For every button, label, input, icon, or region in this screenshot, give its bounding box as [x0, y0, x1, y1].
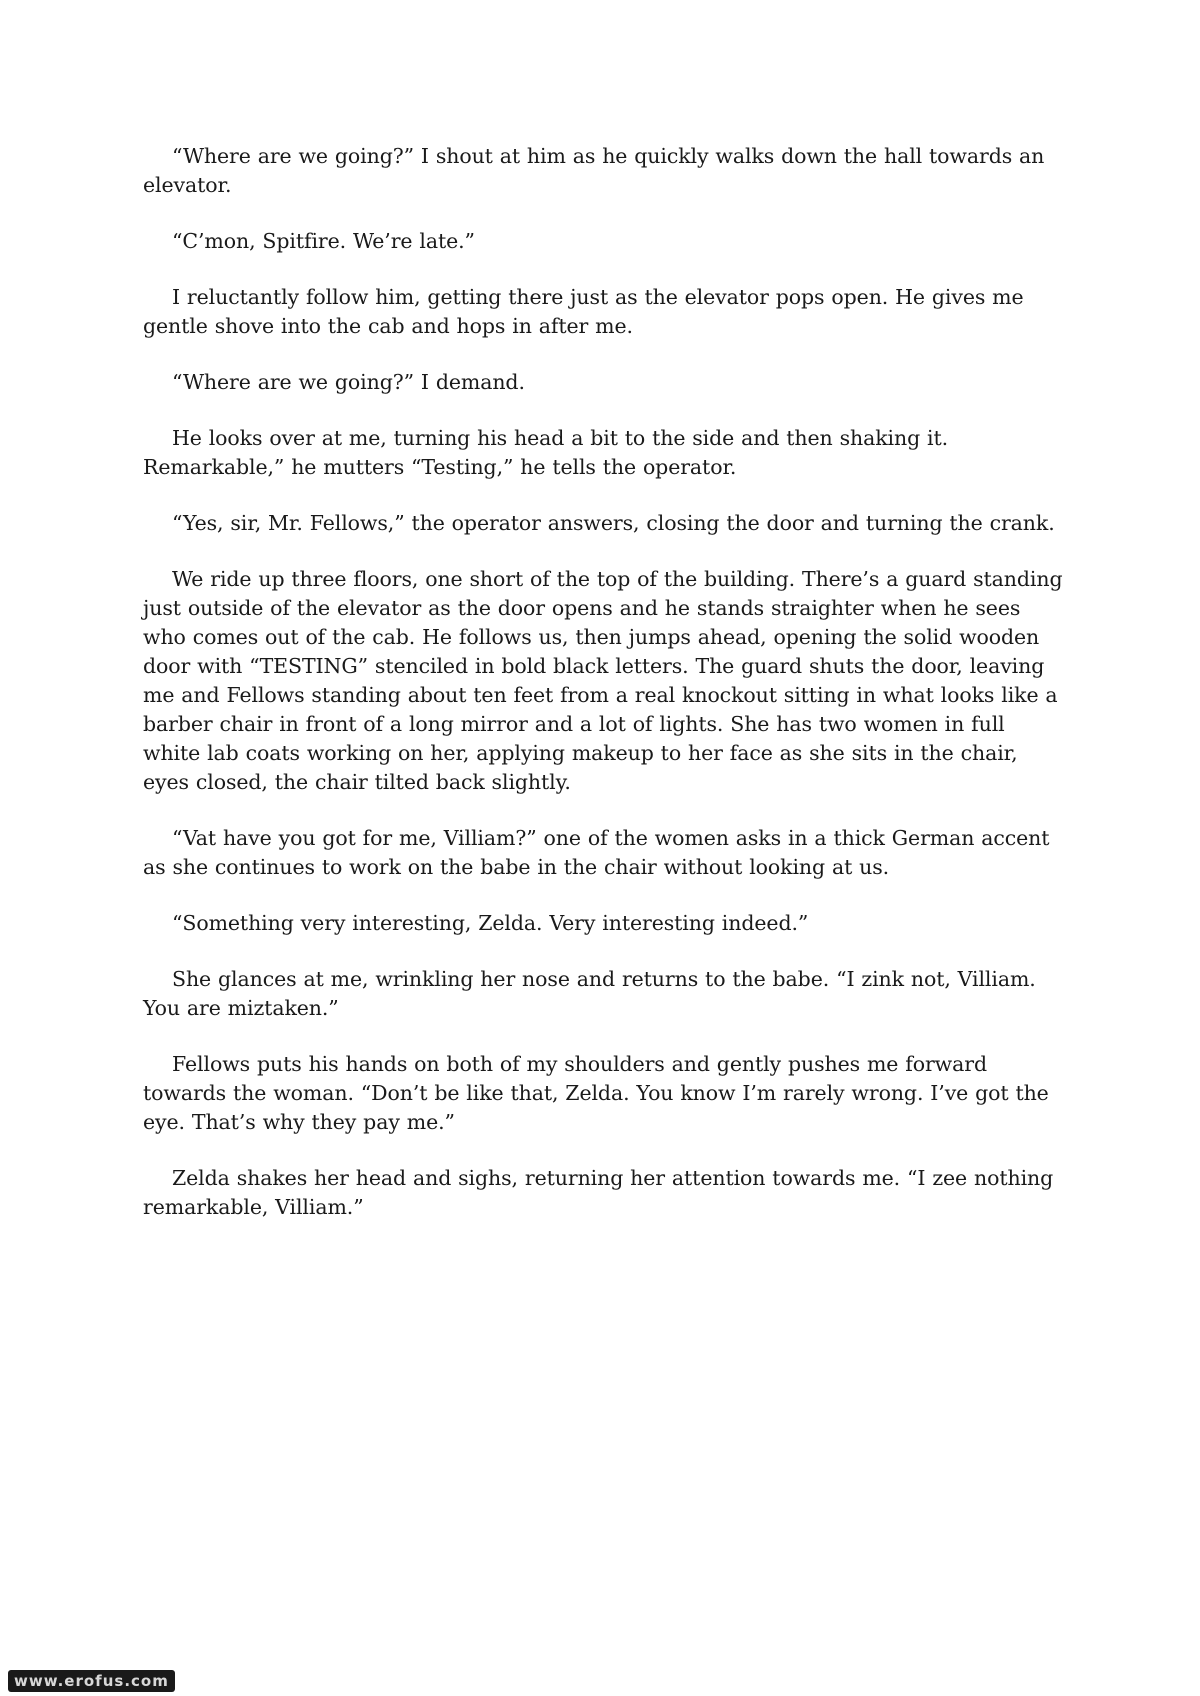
paragraph-12: Zelda shakes her head and sighs, returning her attention towards me. “I zee nothing remarkable, Villiam.” — [143, 1166, 1054, 1219]
paragraph-3: I reluctantly follow him, getting there just as the elevator pops open. He gives me gentle shove into the cab and hops in after me. — [143, 285, 1024, 338]
paragraph-9: “Something very interesting, Zelda. Very interesting indeed.” — [172, 911, 809, 935]
paragraph-1: “Where are we going?” I shout at him as he quickly walks down the hall towards an elevator. — [143, 144, 1045, 197]
site-watermark — [8, 1670, 175, 1692]
paragraph-10: She glances at me, wrinkling her nose and returns to the babe. “I zink not, Villiam. You are miztaken.” — [143, 967, 1036, 1020]
paragraph-5: He looks over at me, turning his head a bit to the side and then shaking it. Remarkable,” he mutters “Testing,” he tells the operator. — [143, 426, 949, 479]
paragraph-7: We ride up three floors, one short of the top of the building. There’s a guard standing just outside of the elevator as the door opens and he stands straighter when he sees who comes out of the cab. He follows us, then jumps ahead, opening the solid wooden door with “TESTING” stenciled in bold black letters. The guard shuts the door, leaving me and Fellows standing about ten feet from a real knockout sitting in what looks like a barber chair in front of a long mirror and a lot of lights. She has two women in full white lab coats working on her, applying makeup to her face as she sits in the chair, eyes closed, the chair tilted back slightly. — [143, 567, 1063, 794]
paragraph-6: “Yes, sir, Mr. Fellows,” the operator answers, closing the door and turning the crank. — [172, 511, 1055, 535]
paragraph-4: “Where are we going?” I demand. — [172, 370, 525, 394]
body-text — [143, 142, 1068, 1249]
paragraph-8: “Vat have you got for me, Villiam?” one of the women asks in a thick German accent as she continues to work on the babe in the chair without looking at us. — [143, 826, 1050, 879]
paragraph-11: Fellows puts his hands on both of my shoulders and gently pushes me forward towards the woman. “Don’t be like that, Zelda. You know I’m rarely wrong. I’ve got the eye. That’s why they pay me.” — [143, 1052, 1049, 1134]
paragraph-2: “C’mon, Spitfire. We’re late.” — [172, 229, 475, 253]
watermark-text: www.erofus.com — [14, 1672, 169, 1690]
